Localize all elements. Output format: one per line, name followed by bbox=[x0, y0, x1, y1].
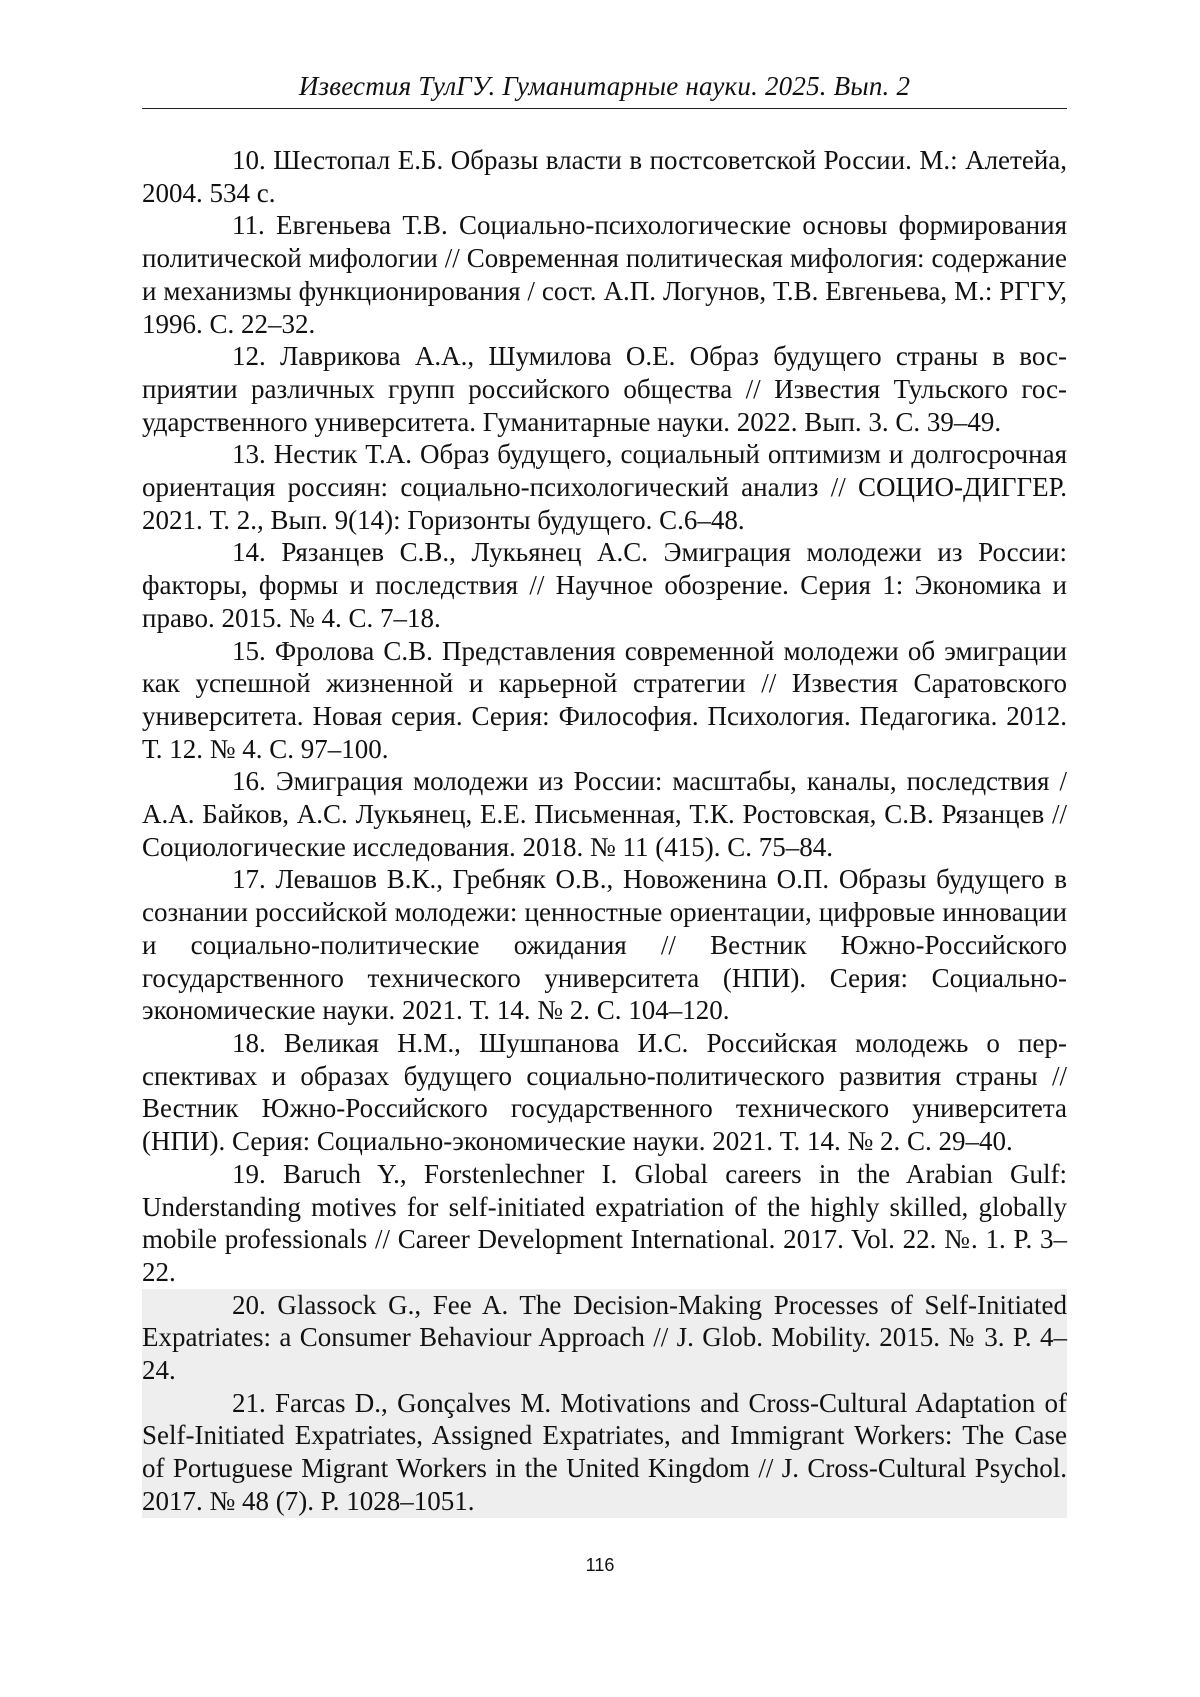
reference-item-21: 21. Farcas D., Gonçalves M. Motivations and Cross-Cultural Adaptation of Self-Initiated Expatriates, Assigned Expatriates, and Immigrant Workers: The Case of Portuguese Migrant Workers in the United Kingdom // J. Cross-Cultural Psychol. 2017. № 48 (7). P. 1028–1051. bbox=[142, 1387, 1067, 1516]
reference-item-19: 19. Baruch Y., Forstenlechner I. Global careers in the Arabian Gulf: Understanding motives for self-initiated expatriation of the highly skilled, globally mobile professionals // Career Development International. 2017. Vol. 22. №. 1. P. 3–22. bbox=[142, 1158, 1067, 1287]
running-header: Известия ТулГУ. Гуманитарные науки. 2025. Вып. 2 bbox=[298, 71, 911, 101]
page-number: 116 bbox=[585, 1555, 615, 1575]
reference-item-11: 11. Евгеньева Т.В. Социально-психологические основы формирования политической мифологии // Современная политическая мифология: содержание и механизмы функционирования / сост. А.П. Логунов, Т.В. Евгеньева, М.: РГГУ, 1996. С. 22–32. bbox=[142, 210, 1067, 339]
header-divider bbox=[142, 108, 1067, 109]
reference-item-14: 14. Рязанцев С.В., Лукьянец А.С. Эмиграция молодежи из России: факторы, формы и последствия // Научное обозрение. Серия 1: Экономика и право. 2015. № 4. С. 7–18. bbox=[142, 537, 1067, 633]
reference-item-17: 17. Левашов В.К., Гребняк О.В., Новоженина О.П. Образы будущего в сознании российской молодежи: ценностные ориентации, цифровые инновации и социально-политические ожидания // Вестник Южно-Российского государственного технического университета (НПИ). Серия: Социально-экономические науки. 2021. Т. 14. № 2. С. 104–120. bbox=[142, 864, 1067, 1026]
reference-item-12: 12. Лаврикова А.А., Шумилова О.Е. Образ будущего страны в восприятии различных групп российского общества // Известия Тульского государственного университета. Гуманитарные науки. 2022. Вып. 3. С. 39–49. bbox=[142, 341, 1067, 437]
reference-item-15: 15. Фролова С.В. Представления современной молодежи об эмиграции как успешной жизненной и карьерной стратегии // Известия Саратовского университета. Новая серия. Серия: Философия. Психология. Педагогика. 2012. Т. 12. № 4. С. 97–100. bbox=[142, 635, 1067, 764]
reference-item-20: 20. Glassock G., Fee A. The Decision-Making Processes of Self-Initiated Expatriates: a Consumer Behaviour Approach // J. Glob. Mobility. 2015. № 3. P. 4–24. bbox=[142, 1289, 1067, 1386]
reference-item-18: 18. Великая Н.М., Шушпанова И.С. Российская молодежь о перспективах и образах будущего социально-политического развития страны // Вестник Южно-Российского государственного технического университета (НПИ). Серия: Социально-экономические науки. 2021. Т. 14. № 2. С. 29–40. bbox=[142, 1027, 1067, 1157]
reference-item-10: 10. Шестопал Е.Б. Образы власти в постсоветской России. М.: Алетейа, 2004. 534 с. bbox=[142, 145, 1067, 208]
reference-list bbox=[142, 144, 1067, 1518]
reference-item-16: 16. Эмиграция молодежи из России: масштабы, каналы, последствия / А.А. Байков, А.С. Лукьянец, Е.Е. Письменная, Т.К. Ростовская, С.В. Рязанцев // Социологические исследования. 2018. № 11 (415). С. 75–84. bbox=[142, 766, 1067, 862]
reference-item-13: 13. Нестик Т.А. Образ будущего, социальный оптимизм и долгосрочная ориентация россиян: социально-психологический анализ // СОЦИО-ДИГГЕР. 2021. Т. 2., Вып. 9(14): Горизонты будущего. С.6–48. bbox=[142, 439, 1067, 535]
